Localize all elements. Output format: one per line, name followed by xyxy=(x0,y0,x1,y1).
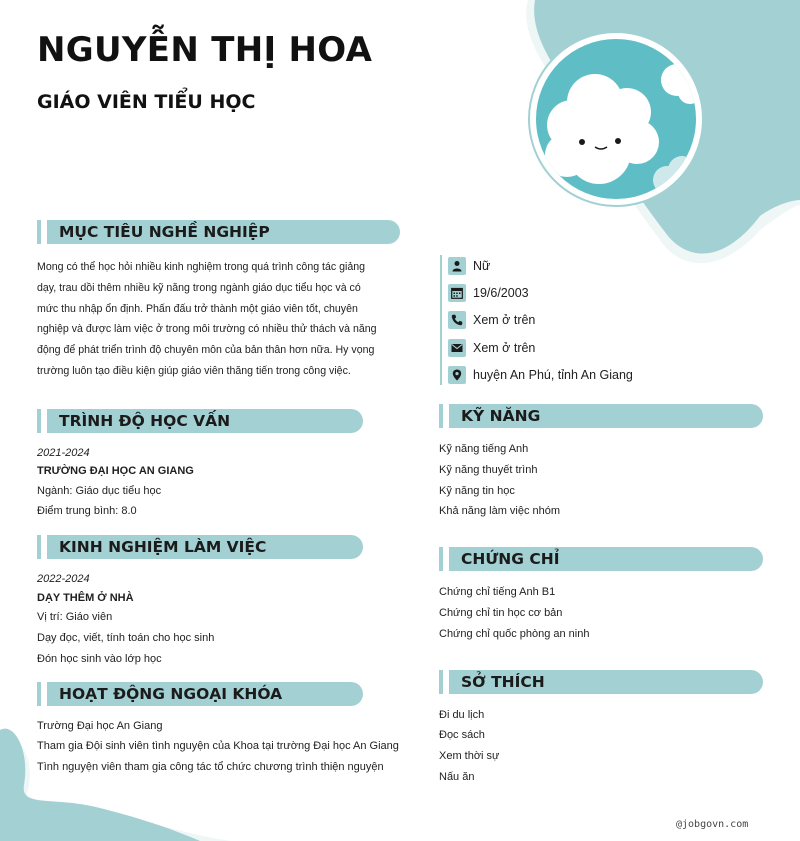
skill-item: Kỹ năng thuyết trình xyxy=(439,464,538,476)
person-icon xyxy=(448,257,466,275)
mail-icon xyxy=(448,339,466,357)
contact-divider xyxy=(440,255,442,385)
skill-item: Khả năng làm việc nhóm xyxy=(439,505,561,517)
section-activities xyxy=(37,682,363,706)
location-pin-icon xyxy=(448,366,466,384)
experience-task: Dạy đọc, viết, tính toán cho học sinh xyxy=(37,632,215,644)
certificate-item: Chứng chỉ quốc phòng an ninh xyxy=(439,628,590,640)
section-title: KỸ NĂNG xyxy=(461,407,541,425)
section-skills xyxy=(439,404,763,428)
activities-item: Tham gia Đội sinh viên tình nguyện của Khoa tại trường Đại học An Giang xyxy=(37,740,399,752)
contact-email-text: Xem ở trên xyxy=(473,341,536,355)
objective-line: động để phát triển trình độ chuyên môn của bản thân hơn nữa. Hy vọng xyxy=(37,344,375,357)
section-title: CHỨNG CHỈ xyxy=(461,550,560,568)
activities-item: Tình nguyện viên tham gia công tác tổ chức chương trình thiện nguyện xyxy=(37,761,384,773)
watermark: @jobgovn.com xyxy=(676,819,749,830)
hobby-item: Đọc sách xyxy=(439,729,485,741)
section-experience xyxy=(37,535,363,559)
education-period: 2021-2024 xyxy=(37,447,90,459)
section-title: MỤC TIÊU NGHỀ NGHIỆP xyxy=(59,223,270,241)
education-major: Ngành: Giáo dục tiểu học xyxy=(37,485,162,497)
section-title: HOẠT ĐỘNG NGOẠI KHÓA xyxy=(59,685,283,703)
contact-address-text: huyện An Phú, tỉnh An Giang xyxy=(473,368,633,382)
experience-task: Đón học sinh vào lớp học xyxy=(37,653,162,665)
section-title: SỞ THÍCH xyxy=(461,673,545,691)
phone-icon xyxy=(448,311,466,329)
education-school: TRƯỜNG ĐẠI HỌC AN GIANG xyxy=(37,465,194,477)
section-objective xyxy=(37,220,400,244)
section-title: TRÌNH ĐỘ HỌC VẤN xyxy=(59,412,231,430)
hobby-item: Xem thời sự xyxy=(439,750,500,762)
experience-position: Vị trí: Giáo viên xyxy=(37,611,113,623)
section-education xyxy=(37,409,363,433)
candidate-name: NGUYỄN THỊ HOA xyxy=(37,30,373,70)
objective-text xyxy=(37,257,397,382)
candidate-role: GIÁO VIÊN TIỂU HỌC xyxy=(37,91,256,113)
contact-birthday-text: 19/6/2003 xyxy=(473,286,529,300)
objective-line: dạy, trau dồi thêm nhiều kỹ năng trong ngành giáo dục tiểu học và có xyxy=(37,281,361,294)
section-title: KINH NGHIỆM LÀM VIỆC xyxy=(59,538,267,556)
objective-line: trường luôn tạo điều kiện giúp giáo viên thăng tiến trong công việc. xyxy=(37,364,351,377)
experience-company: DẠY THÊM Ở NHÀ xyxy=(37,592,134,604)
objective-line: mức thu nhập ổn định. Phấn đấu trở thành một giáo viên tốt, chuyên xyxy=(37,302,358,315)
certificate-item: Chứng chỉ tiếng Anh B1 xyxy=(439,586,556,598)
section-hobbies xyxy=(439,670,763,694)
hobby-item: Đi du lịch xyxy=(439,709,485,721)
hobby-item: Nấu ăn xyxy=(439,771,475,783)
avatar xyxy=(527,30,705,208)
skill-item: Kỹ năng tiếng Anh xyxy=(439,443,529,455)
objective-line: nghiệp và được làm việc ở trong môi trường có nhiều thử thách và năng xyxy=(37,323,377,336)
objective-line: Mong có thể học hỏi nhiều kinh nghiệm trong quá trình công tác giảng xyxy=(37,261,366,273)
certificate-item: Chứng chỉ tin học cơ bản xyxy=(439,607,563,619)
skill-item: Kỹ năng tin học xyxy=(439,485,515,497)
experience-period: 2022-2024 xyxy=(37,573,90,585)
contact-phone-text: Xem ở trên xyxy=(473,313,536,327)
calendar-icon xyxy=(448,284,466,302)
section-certificates xyxy=(439,547,763,571)
education-gpa: Điểm trung bình: 8.0 xyxy=(37,505,137,517)
activities-org: Trường Đại học An Giang xyxy=(37,720,163,732)
contact-gender-text: Nữ xyxy=(473,259,491,273)
